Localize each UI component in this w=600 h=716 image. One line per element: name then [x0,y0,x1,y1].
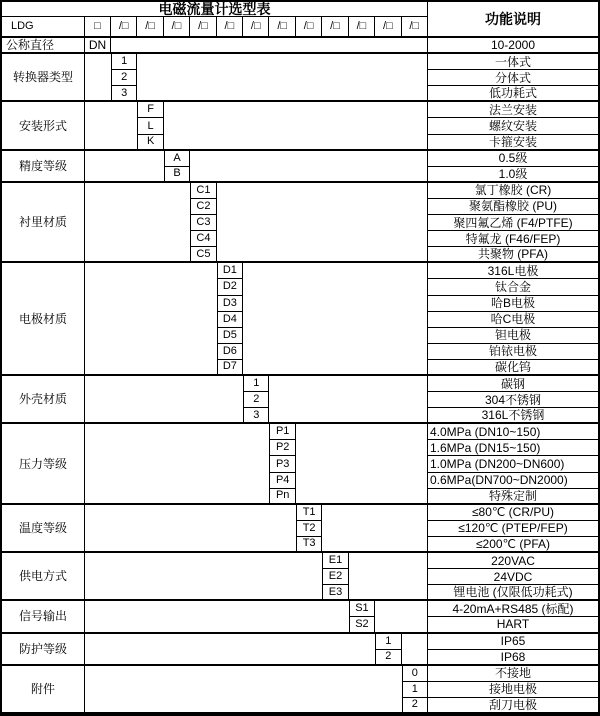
option-desc: HART [428,617,598,633]
section-label: 压力等级 [2,424,85,504]
empty-cell [85,601,349,633]
section-label: 衬里材质 [2,183,85,263]
option-code: E2 [322,569,348,585]
option-code: K [137,135,163,151]
option-code: 3 [111,86,137,102]
section-label: 供电方式 [2,553,85,601]
option-desc: 法兰安装 [428,102,598,118]
empty-cell [137,54,428,102]
option-desc: 0.6MPa(DN700~DN2000) [428,473,598,489]
empty-cell [349,553,428,601]
option-code: 3 [243,408,269,424]
option-code: T2 [296,521,322,537]
model-prefix: LDG [2,17,85,38]
section-label: 转换器类型 [2,54,85,102]
empty-cell [402,634,428,666]
empty-cell [296,424,428,504]
section-label: 精度等级 [2,151,85,183]
option-desc: 铂铱电极 [428,344,598,360]
empty-cell [322,505,428,553]
option-code: C2 [190,199,216,215]
option-desc: 不接地 [428,666,598,682]
empty-cell [85,553,322,601]
option-desc: 钛合金 [428,279,598,295]
option-code: B [164,167,190,183]
section-label: 电极材质 [2,263,85,376]
table-title: 电磁流量计选型表 [2,2,428,17]
empty-cell [85,634,375,666]
option-code: F [137,102,163,118]
option-code: D3 [217,296,243,312]
option-desc: 304不锈钢 [428,392,598,408]
empty-cell [85,424,269,504]
model-code-box: /□ [190,17,216,38]
section-label: 信号输出 [2,601,85,633]
option-desc: 刮刀电极 [428,698,598,714]
option-desc: ≤200℃ (PFA) [428,537,598,553]
option-code: 1 [243,376,269,392]
option-desc: 316L不锈钢 [428,408,598,424]
empty-cell [217,183,428,263]
option-desc: ≤120℃ (PTEP/FEP) [428,521,598,537]
option-desc: 聚氨酯橡胶 (PU) [428,199,598,215]
option-code: 2 [111,70,137,86]
model-code-box: /□ [375,17,401,38]
option-desc: 分体式 [428,70,598,86]
model-code-box: /□ [402,17,428,38]
option-desc: 特殊定制 [428,489,598,505]
model-code-box: /□ [322,17,348,38]
option-desc: 一体式 [428,54,598,70]
option-code: E1 [322,553,348,569]
option-code: C3 [190,215,216,231]
empty-cell [375,601,428,633]
option-code: D2 [217,279,243,295]
option-code: Pn [269,489,295,505]
option-desc: 卡箍安装 [428,135,598,151]
option-code: T3 [296,537,322,553]
empty-cell [111,38,428,54]
dn-label: 公称直径 [2,38,85,54]
model-code-box: /□ [269,17,295,38]
option-desc: 碳钢 [428,376,598,392]
section-label: 外壳材质 [2,376,85,424]
option-code: D6 [217,344,243,360]
option-code: D7 [217,360,243,376]
option-code: C4 [190,231,216,247]
option-code: C5 [190,247,216,263]
option-desc: 低功耗式 [428,86,598,102]
option-code: D1 [217,263,243,279]
option-desc: 特氟龙 (F46/FEP) [428,231,598,247]
empty-cell [85,183,190,263]
option-desc: ≤80℃ (CR/PU) [428,505,598,521]
option-desc: 接地电极 [428,682,598,698]
option-code: D5 [217,328,243,344]
option-code: D4 [217,312,243,328]
empty-cell [85,376,243,424]
model-code-box: /□ [349,17,375,38]
option-code: P1 [269,424,295,440]
model-code-box: /□ [111,17,137,38]
option-desc: 1.6MPa (DN15~150) [428,440,598,456]
option-code: C1 [190,183,216,199]
empty-cell [85,54,111,102]
option-code: S1 [349,601,375,617]
empty-cell [85,505,296,553]
dn-code: DN [85,38,111,54]
empty-cell [85,151,164,183]
option-code: 1 [402,682,428,698]
model-base-box: □ [85,17,111,38]
model-code-box: /□ [296,17,322,38]
dn-desc: 10-2000 [428,38,598,54]
empty-cell [85,102,137,150]
empty-cell [85,666,402,714]
option-code: S2 [349,617,375,633]
option-desc: 1.0MPa (DN200~DN600) [428,456,598,472]
section-label: 安装形式 [2,102,85,150]
option-desc: 0.5级 [428,151,598,167]
option-code: 2 [402,698,428,714]
option-code: L [137,118,163,134]
model-code-box: /□ [164,17,190,38]
section-label: 温度等级 [2,505,85,553]
option-code: P4 [269,473,295,489]
option-desc: 4-20mA+RS485 (标配) [428,601,598,617]
empty-cell [164,102,428,150]
model-code-box: /□ [137,17,163,38]
section-label: 防护等级 [2,634,85,666]
option-code: 2 [375,650,401,666]
option-desc: 钽电极 [428,328,598,344]
option-code: T1 [296,505,322,521]
option-code: P3 [269,456,295,472]
option-desc: IP65 [428,634,598,650]
option-desc: 共聚物 (PFA) [428,247,598,263]
option-desc: 氯丁橡胶 (CR) [428,183,598,199]
option-desc: 1.0级 [428,167,598,183]
option-desc: 哈C电极 [428,312,598,328]
option-desc: 316L电极 [428,263,598,279]
section-label: 附件 [2,666,85,714]
option-desc: 聚四氟乙烯 (F4/PTFE) [428,215,598,231]
empty-cell [85,263,217,376]
model-code-box: /□ [243,17,269,38]
option-desc: 哈B电极 [428,296,598,312]
function-column-header: 功能说明 [428,2,598,38]
empty-cell [190,151,428,183]
option-desc: 4.0MPa (DN10~150) [428,424,598,440]
empty-cell [243,263,428,376]
option-desc: 锂电池 (仅限低功耗式) [428,585,598,601]
option-code: 2 [243,392,269,408]
option-desc: 碳化钨 [428,360,598,376]
option-code: 1 [375,634,401,650]
option-desc: 220VAC [428,553,598,569]
option-code: E3 [322,585,348,601]
option-code: P2 [269,440,295,456]
empty-cell [269,376,428,424]
model-code-box: /□ [217,17,243,38]
option-desc: IP68 [428,650,598,666]
option-code: 0 [402,666,428,682]
option-desc: 24VDC [428,569,598,585]
option-desc: 螺纹安装 [428,118,598,134]
option-code: A [164,151,190,167]
option-code: 1 [111,54,137,70]
